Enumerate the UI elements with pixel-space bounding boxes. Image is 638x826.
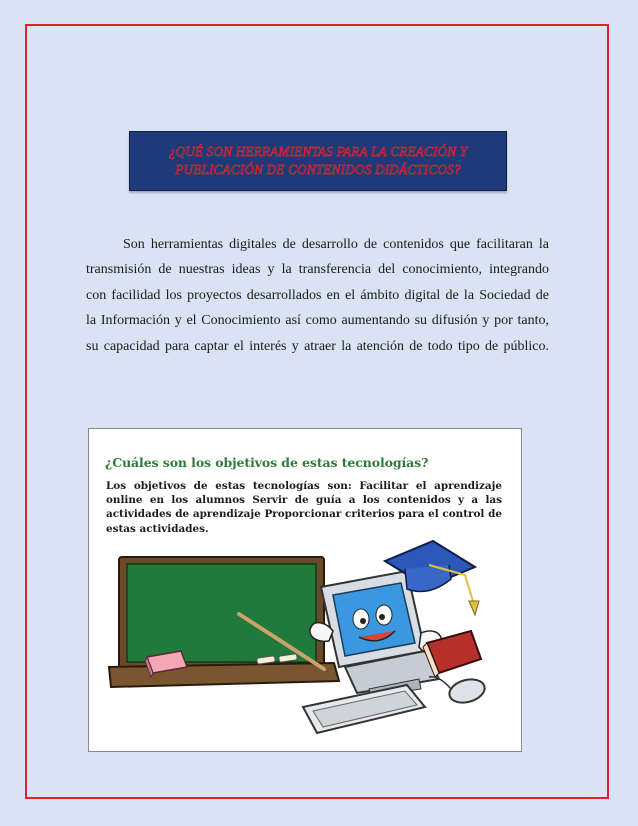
title-line-1: ¿QUÉ SON HERRAMIENTAS PARA LA CREACIÓN Y	[168, 144, 468, 159]
body-line: con facilidad los proyectos desarrollados en el ámbito digital de la Sociedad de	[86, 287, 549, 303]
title-line-2: PUBLICACIÓN DE CONTENIDOS DIDÁCTICOS?	[175, 162, 461, 177]
mouse-icon	[429, 676, 487, 707]
body-line: su capacidad para captar el interés y atraer la atención de todo tipo de público.	[86, 338, 549, 354]
computer-teacher-illustration	[89, 539, 521, 751]
body-line: transmisión de nuestras ideas y la transferencia del conocimiento, integrando	[86, 262, 549, 278]
chalkboard-icon	[109, 557, 339, 687]
figure-text: Los objetivos de estas tecnologías son: Facilitar el aprendizaje online en los alumnos Servir de guía a los contenidos y a las actividades de aprendizaje Proporcionar criterios para el control de estas actividades.	[106, 480, 502, 535]
body-line: Son herramientas digitales de desarrollo de contenidos que facilitaran la	[123, 237, 549, 252]
body-paragraph	[86, 232, 549, 359]
figure-image	[88, 428, 522, 752]
title-box	[129, 131, 507, 191]
body-line: la Información y el Conocimiento así como aumentando su difusión y por tanto,	[86, 313, 549, 329]
figure-heading: ¿Cuáles son los objetivos de estas tecnologías?	[105, 455, 429, 470]
